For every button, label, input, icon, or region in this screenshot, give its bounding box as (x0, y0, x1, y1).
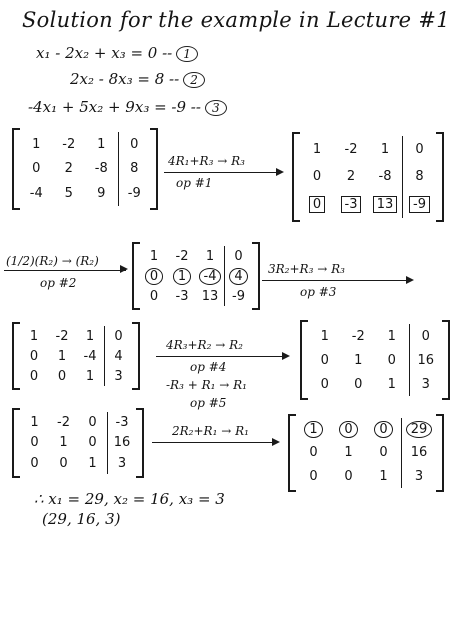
matrix-2 (292, 132, 444, 222)
m6-r1-c2: -2 (57, 414, 70, 430)
m4-r2-c1: 0 (29, 348, 39, 364)
m1-r2-c2: 2 (64, 161, 73, 177)
m2-r2-c2: 2 (346, 169, 356, 185)
m4-r2-c2: 1 (57, 348, 67, 364)
matrix-1 (12, 128, 158, 210)
matrix-6 (12, 408, 144, 478)
matrix-7 (288, 414, 444, 492)
op3-arrow (262, 280, 412, 281)
m7-r3-c2: 0 (344, 468, 353, 484)
m6-r2-c4: 16 (107, 433, 136, 454)
op2-number: op #2 (40, 276, 77, 290)
matrix-4 (12, 322, 140, 390)
m7-r2-c3: 0 (379, 445, 388, 461)
m5-r3-c4: 3 (409, 372, 443, 396)
m7-r1-c1 (296, 418, 331, 441)
m3-r3-c4: -9 (224, 286, 252, 306)
m3-r1-c1: 1 (149, 248, 159, 264)
m3-r3-c2: -3 (175, 288, 189, 304)
equation-3-text: -4x₁ + 5x₂ + 9x₃ = -9 -- (28, 98, 201, 116)
op1-arrow (164, 172, 282, 173)
op3-number: op #3 (300, 285, 337, 299)
m4-r2-c3: -4 (83, 348, 97, 364)
m2-r1-c4: 0 (402, 136, 436, 163)
m2-r3-c4 (402, 191, 436, 218)
m5-r2-c3: 0 (387, 352, 396, 368)
m4-r1-c2: -2 (55, 328, 69, 344)
matrix-5 (300, 320, 450, 400)
m5-r1-c3: 1 (387, 328, 396, 344)
m5-r3-c3: 1 (387, 376, 396, 392)
equation-2-text: 2x₂ - 8x₃ = 8 -- (70, 70, 180, 88)
m5-r3-c2: 0 (354, 376, 363, 392)
m7-r2-c2: 1 (344, 445, 353, 461)
op6-arrow (152, 442, 278, 443)
m7-r1-c2 (331, 418, 366, 441)
m7-r1-c4 (401, 418, 436, 441)
op5-label: -R₃ + R₁ → R₁ (166, 378, 247, 392)
m3-r2-c3 (196, 266, 224, 286)
m5-r1-c2: -2 (351, 328, 365, 344)
op4-arrow (156, 356, 288, 357)
m6-r1-c4: -3 (107, 412, 136, 433)
m2-r3-c4-boxed: -9 (409, 196, 430, 213)
m1-r2-c3: -8 (94, 161, 108, 177)
solution-line: ∴ x₁ = 29, x₂ = 16, x₃ = 3 (34, 490, 225, 508)
m3-r2-c4 (224, 266, 252, 286)
m2-r3-c3-boxed: 13 (373, 196, 398, 213)
m4-r1-c4: 0 (104, 326, 132, 346)
m1-r2-c1: 0 (32, 161, 41, 177)
m2-r2-c4: 8 (402, 163, 436, 190)
m1-r3-c1: -4 (29, 186, 43, 202)
equation-1-number: 1 (176, 46, 198, 62)
m4-r3-c3: 1 (85, 368, 95, 384)
m6-r2-c3: 0 (88, 435, 97, 451)
m5-r1-c4: 0 (409, 324, 443, 348)
m2-r1-c1: 1 (312, 142, 322, 158)
m6-r3-c1: 0 (30, 456, 39, 472)
m3-r1-c4: 0 (224, 246, 252, 266)
m1-r1-c4: 0 (118, 132, 151, 157)
m5-r2-c2: 1 (354, 352, 363, 368)
m2-r3-c2-boxed: -3 (341, 196, 362, 213)
equation-2-number: 2 (183, 72, 205, 88)
m5-r3-c1: 0 (320, 376, 329, 392)
m3-r2-c3-circled: -4 (199, 268, 222, 285)
m1-r3-c2: 5 (64, 186, 73, 202)
m7-r1-c3-circled: 0 (374, 421, 392, 438)
op1-label: 4R₁+R₃ → R₃ (168, 154, 245, 168)
m2-r1-c2: -2 (344, 142, 358, 158)
m2-r3-c1 (300, 191, 334, 218)
m4-r3-c1: 0 (29, 368, 39, 384)
m3-r2-c4-circled: 4 (229, 268, 247, 285)
equation-2 (70, 70, 205, 88)
m2-r3-c2 (334, 191, 368, 218)
m6-r2-c2: 1 (59, 435, 68, 451)
m2-r2-c3: -8 (378, 169, 392, 185)
equation-3-number: 3 (205, 100, 227, 116)
op5-number: op #5 (190, 396, 227, 410)
equation-1-text: x₁ - 2x₂ + x₃ = 0 -- (36, 44, 173, 62)
op1-number: op #1 (176, 176, 213, 190)
m6-r1-c3: 0 (88, 414, 97, 430)
m4-r1-c3: 1 (85, 328, 95, 344)
m6-r1-c1: 1 (30, 414, 39, 430)
m7-r2-c1: 0 (309, 445, 318, 461)
m7-r3-c4: 3 (401, 465, 436, 488)
m3-r2-c1 (140, 266, 168, 286)
m3-r1-c3: 1 (205, 248, 215, 264)
op4-label: 4R₃+R₂ → R₂ (166, 338, 243, 352)
m1-r1-c3: 1 (97, 136, 106, 152)
m7-r3-c1: 0 (309, 468, 318, 484)
m7-r1-c2-circled: 0 (339, 421, 357, 438)
m1-r1-c1: 1 (32, 136, 41, 152)
op4-number: op #4 (190, 360, 227, 374)
m1-r3-c4: -9 (118, 181, 151, 206)
m2-r1-c3: 1 (380, 142, 390, 158)
m5-r2-c1: 0 (320, 352, 329, 368)
m6-r2-c1: 0 (30, 435, 39, 451)
op6-label: 2R₂+R₁ → R₁ (172, 424, 249, 438)
m1-r3-c3: 9 (97, 186, 106, 202)
m7-r1-c1-circled: 1 (304, 421, 322, 438)
m3-r2-c1-circled: 0 (145, 268, 163, 285)
m3-r3-c3: 13 (201, 288, 219, 304)
m4-r3-c2: 0 (57, 368, 67, 384)
op2-rule (4, 270, 126, 271)
m4-r2-c4: 4 (104, 346, 132, 366)
m5-r2-c4: 16 (409, 348, 443, 372)
m3-r2-c2 (168, 266, 196, 286)
m7-r1-c4-circled: 29 (406, 421, 433, 438)
solution-tuple: (29, 16, 3) (42, 510, 121, 528)
m7-r3-c3: 1 (379, 468, 388, 484)
m2-r3-c1-boxed: 0 (309, 196, 325, 213)
op2-label: (1/2)(R₂) → (R₂) (6, 254, 99, 268)
m1-r1-c2: -2 (62, 136, 76, 152)
m4-r1-c1: 1 (29, 328, 39, 344)
m5-r1-c1: 1 (320, 328, 329, 344)
m2-r2-c1: 0 (312, 169, 322, 185)
m6-r3-c2: 0 (59, 456, 68, 472)
m2-r3-c3 (368, 191, 402, 218)
matrix-3 (132, 242, 260, 310)
m6-r3-c4: 3 (107, 453, 136, 474)
equation-3 (28, 98, 227, 116)
m4-r3-c4: 3 (104, 366, 132, 386)
m7-r1-c3 (366, 418, 401, 441)
op3-label: 3R₂+R₃ → R₃ (268, 262, 345, 276)
m3-r2-c2-circled: 1 (173, 268, 191, 285)
equation-1 (36, 44, 198, 62)
m3-r3-c1: 0 (149, 288, 159, 304)
m3-r1-c2: -2 (175, 248, 189, 264)
m6-r3-c3: 1 (88, 456, 97, 472)
m7-r2-c4: 16 (401, 441, 436, 464)
page-title: Solution for the example in Lecture #1 (22, 8, 450, 32)
m1-r2-c4: 8 (118, 157, 151, 182)
